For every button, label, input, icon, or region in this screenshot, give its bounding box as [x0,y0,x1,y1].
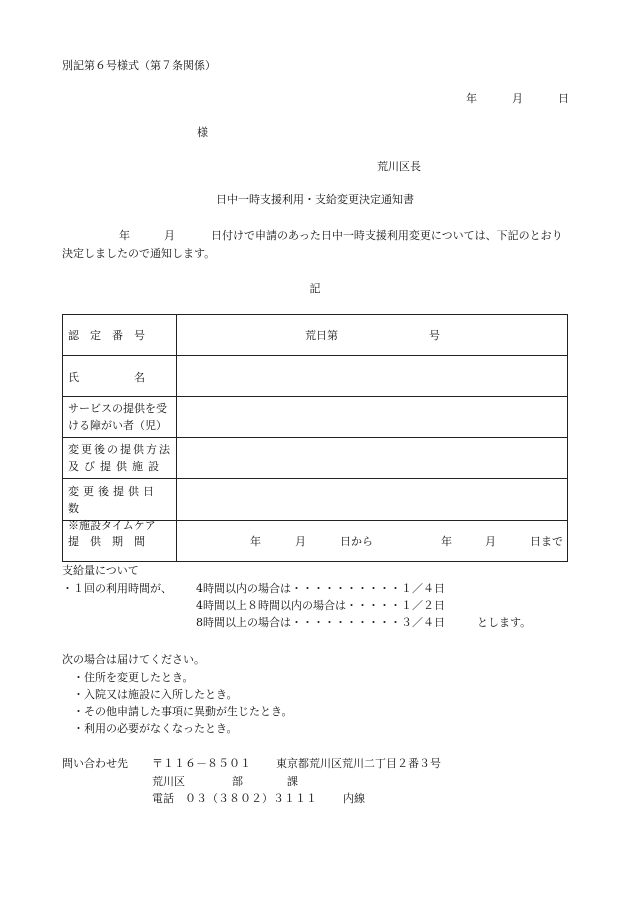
contact-section: 課 [287,775,298,788]
issuer: 荒川区長 [377,160,421,173]
period-start-year: 年 [250,535,261,548]
info-table [62,314,568,562]
row-divider [63,355,567,356]
label-certification-number: 認 定 番 号 [68,329,145,342]
label-line: 変更後の提供方法 [68,443,172,456]
label-line: ける障がい者（児） [68,419,167,432]
supply-line: 8時間以上の場合は・・・・・・・・・・３／４日 [196,616,445,629]
cert-suffix: 号 [429,329,440,342]
period-end-month: 月 [485,535,496,548]
supply-line: 4時間以上８時間以内の場合は・・・・・１／２日 [196,599,445,612]
date-year-label: 年 [466,92,477,105]
supply-line: 4時間以内の場合は・・・・・・・・・・１／４日 [196,582,445,595]
label-line: ※施設タイムケア [68,519,156,532]
notify-item: ・利用の必要がなくなったとき。 [73,722,238,735]
label-provision-method [68,441,172,475]
intro-year: 年 [119,229,130,242]
form-number: 別記第６号様式（第７条関係） [62,59,216,72]
ki-heading: 記 [309,282,321,295]
period-start-day: 日から [340,535,373,548]
label-name: 氏 名 [68,371,145,384]
row-divider [63,478,567,479]
supply-closing: とします。 [477,616,532,629]
period-start-month: 月 [295,535,306,548]
period-end-year: 年 [441,535,452,548]
label-provision-period: 提 供 期 間 [68,535,145,548]
label-service-recipient [68,400,172,434]
notify-item: ・入院又は施設に入所したとき。 [73,688,238,701]
contact-dept: 部 [232,775,243,788]
period-end-day: 日まで [530,535,563,548]
notify-heading: 次の場合は届けてください。 [62,653,205,666]
row-divider [63,396,567,397]
date-month-label: 月 [512,92,523,105]
intro-line2: 決定しましたので通知します。 [62,247,216,260]
notify-item: ・その他申請した事項に異動が生じたとき。 [73,705,293,718]
intro-month: 月 [164,229,175,242]
label-line: 及び提供施設 [68,460,164,473]
row-divider [63,437,567,438]
cert-prefix: 荒日第 [305,329,338,342]
label-provision-days [68,483,172,534]
label-line: サービスの提供を受 [68,402,167,415]
label-line: 変更後提供日数 [68,485,158,515]
contact-ward: 荒川区 [152,775,185,788]
table-column-divider [176,315,177,561]
notify-item: ・住所を変更したとき。 [73,671,194,684]
supply-bullet-lead: ・１回の利用時間が、 [62,582,172,595]
document-title: 日中一時支援利用・支給変更決定通知書 [216,193,414,206]
contact-extension: 内線 [343,792,365,805]
contact-label: 問い合わせ先 [62,757,128,770]
contact-phone: 電話 ０３（３８０２）３１１１ [152,792,317,805]
intro-line1: 日付けで申請のあった日中一時支援利用変更については、下記のとおり [211,229,563,242]
contact-address: 東京都荒川区荒川二丁目２番３号 [276,757,441,770]
contact-postal: 〒１１６－８５０１ [152,757,251,770]
supply-heading: 支給量について [62,564,139,577]
recipient-suffix: 様 [197,126,208,139]
date-day-label: 日 [558,92,569,105]
